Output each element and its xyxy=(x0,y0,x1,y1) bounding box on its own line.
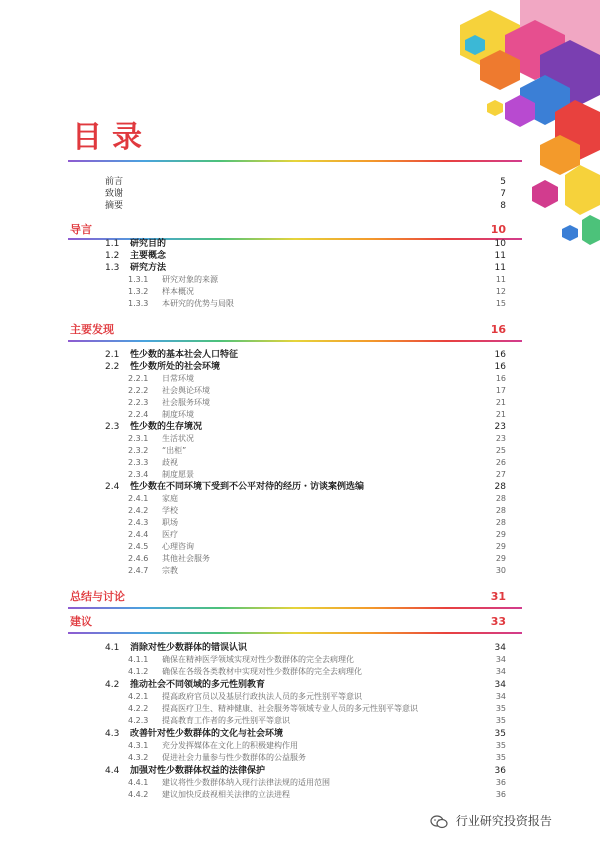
section-divider xyxy=(68,632,522,634)
toc-entry-page: 5 xyxy=(500,177,506,187)
toc-entry-number: 2.2.2 xyxy=(128,386,149,395)
toc-entry-page: 7 xyxy=(500,189,506,199)
toc-entry-number: 4.3.1 xyxy=(128,741,149,750)
toc-entry-label: 家庭 xyxy=(162,494,178,503)
toc-entry[interactable] xyxy=(0,421,600,433)
toc-entry-number: 4.2.3 xyxy=(128,716,149,725)
toc-section-label: 建议 xyxy=(70,615,92,628)
toc-entry-label: 制度愿景 xyxy=(162,470,194,479)
toc-entry-number: 2.3 xyxy=(105,422,120,432)
toc-entry-number: 2.2 xyxy=(105,362,120,372)
toc-entry-label: 制度环境 xyxy=(162,410,194,419)
toc-entry-page: 35 xyxy=(495,716,506,725)
toc-entry-label: 医疗 xyxy=(162,530,178,539)
toc-entry-page: 35 xyxy=(495,753,506,762)
toc-entry-page: 23 xyxy=(495,434,506,443)
toc-entry-label: 致谢 xyxy=(105,189,124,199)
toc-entry-label: 前言 xyxy=(105,177,124,187)
toc-entry-abstract[interactable] xyxy=(0,200,600,212)
toc-entry-label: 研究方法 xyxy=(130,263,167,273)
toc-entry-page: 27 xyxy=(495,470,506,479)
toc-entry[interactable] xyxy=(0,457,600,469)
toc-entry-number: 2.4 xyxy=(105,482,120,492)
page-title: 目录 xyxy=(72,120,152,155)
toc-entry[interactable] xyxy=(0,789,600,801)
toc-entry-number: 2.4.4 xyxy=(128,530,149,539)
toc-entry-label: 消除对性少数群体的错误认识 xyxy=(130,643,248,653)
toc-entry-label: 确保在精神医学领域实现对性少数群体的完全去病理化 xyxy=(162,655,354,664)
toc-entry-number: 2.4.5 xyxy=(128,542,149,551)
toc-entry-page: 16 xyxy=(494,350,506,360)
toc-entry-page: 35 xyxy=(495,741,506,750)
title-divider xyxy=(68,160,522,162)
toc-section-main-findings[interactable] xyxy=(0,322,600,338)
toc-entry-page: 23 xyxy=(494,422,506,432)
toc-entry-acknowledgements[interactable] xyxy=(0,188,600,200)
toc-entry-label: 样本概况 xyxy=(162,287,194,296)
toc-entry[interactable] xyxy=(0,250,600,262)
toc-entry-label: 社会舆论环境 xyxy=(162,386,210,395)
section-divider xyxy=(68,607,522,609)
toc-entry-number: 1.1 xyxy=(105,239,120,249)
toc-section-page: 31 xyxy=(490,590,506,603)
toc-entry-label: 建议将性少数群体纳入现行法律法规的适用范围 xyxy=(162,778,330,787)
toc-entry-page: 34 xyxy=(494,643,506,653)
toc-entry-number: 4.1.1 xyxy=(128,655,149,664)
toc-entry[interactable] xyxy=(0,469,600,481)
toc-entry-page: 25 xyxy=(495,446,506,455)
toc-entry[interactable] xyxy=(0,752,600,764)
toc-entry[interactable] xyxy=(0,385,600,397)
toc-entry-number: 4.2.1 xyxy=(128,692,149,701)
footer-text: 行业研究投资报告 xyxy=(455,814,552,828)
toc-entry-label: 研究目的 xyxy=(130,239,167,249)
toc-entry[interactable] xyxy=(0,373,600,385)
toc-section-introduction[interactable] xyxy=(0,222,600,238)
toc-entry-number: 4.4 xyxy=(105,766,120,776)
toc-entry-label: 其他社会服务 xyxy=(162,554,210,563)
toc-entry-number: 2.4.6 xyxy=(128,554,149,563)
toc-entry-number: 1.3.1 xyxy=(128,275,149,284)
toc-entry-label: 性少数的基本社会人口特征 xyxy=(130,350,239,360)
toc-entry-label: 建议加快反歧视相关法律的立法进程 xyxy=(162,790,290,799)
toc-entry[interactable] xyxy=(0,238,600,250)
toc-entry-label: 歧视 xyxy=(162,458,178,467)
toc-entry-number: 2.4.7 xyxy=(128,566,149,575)
wechat-icon xyxy=(430,815,448,829)
toc-entry-page: 16 xyxy=(495,374,506,383)
toc-entry-label: 加强对性少数群体权益的法律保护 xyxy=(130,766,266,776)
toc-entry-label: 研究对象的来源 xyxy=(162,275,218,284)
toc-entry-page: 10 xyxy=(494,239,506,249)
toc-entry-label: 性少数所处的社会环境 xyxy=(130,362,221,372)
toc-entry-label: 确保在各级各类教材中实现对性少数群体的完全去病理化 xyxy=(162,667,362,676)
toc-entry-number: 1.3.2 xyxy=(128,287,149,296)
toc-entry-number: 4.2.2 xyxy=(128,704,149,713)
toc-entry-label: 摘要 xyxy=(105,201,124,211)
toc-entry-number: 1.2 xyxy=(105,251,120,261)
toc-entry-number: 2.4.2 xyxy=(128,506,149,515)
toc-entry-number: 2.4.3 xyxy=(128,518,149,527)
toc-entry-page: 35 xyxy=(495,704,506,713)
toc-entry-number: 2.3.1 xyxy=(128,434,149,443)
toc-entry[interactable] xyxy=(0,679,600,691)
toc-entry-number: 1.3 xyxy=(105,263,120,273)
toc-entry[interactable] xyxy=(0,553,600,565)
toc-entry-label: 主要概念 xyxy=(130,251,167,261)
toc-entry-label: 性少数的生存境况 xyxy=(130,422,203,432)
decorative-hexagon-cluster xyxy=(370,0,600,260)
toc-entry-number: 4.1.2 xyxy=(128,667,149,676)
toc-section-label: 总结与讨论 xyxy=(70,590,125,603)
toc-entry-label: 推动社会不同领域的多元性别教育 xyxy=(130,680,266,690)
toc-entry-page: 34 xyxy=(494,680,506,690)
toc-entry-page: 11 xyxy=(494,251,506,261)
toc-entry-page: 11 xyxy=(495,275,506,284)
toc-entry[interactable] xyxy=(0,397,600,409)
toc-entry[interactable] xyxy=(0,505,600,517)
toc-entry-page: 29 xyxy=(495,542,506,551)
toc-entry-number: 2.2.3 xyxy=(128,398,149,407)
toc-entry-number: 1.3.3 xyxy=(128,299,149,308)
toc-entry-page: 34 xyxy=(495,655,506,664)
toc-entry-page: 12 xyxy=(495,287,506,296)
toc-entry-number: 4.3 xyxy=(105,729,120,739)
toc-section-summary[interactable] xyxy=(0,589,600,605)
toc-entry[interactable] xyxy=(0,654,600,666)
toc-entry[interactable] xyxy=(0,529,600,541)
toc-entry-page: 29 xyxy=(495,530,506,539)
toc-entry-label: 提高政府官员以及基层行政执法人员的多元性别平等意识 xyxy=(162,692,362,701)
toc-entry-label: 改善针对性少数群体的文化与社会环境 xyxy=(130,729,284,739)
toc-entry-label: 社会服务环境 xyxy=(162,398,210,407)
toc-entry-page: 11 xyxy=(494,263,506,273)
toc-entry[interactable] xyxy=(0,541,600,553)
toc-entry[interactable] xyxy=(0,286,600,298)
toc-entry-page: 34 xyxy=(495,667,506,676)
toc-section-recommendations[interactable] xyxy=(0,614,600,630)
toc-entry[interactable] xyxy=(0,740,600,752)
toc-entry-page: 17 xyxy=(495,386,506,395)
toc-entry-number: 2.2.4 xyxy=(128,410,149,419)
toc-entry-label: 性少数在不同环境下受到不公平对待的经历・访谈案例选编 xyxy=(130,482,365,492)
toc-entry-number: 4.4.1 xyxy=(128,778,149,787)
toc-entry-page: 15 xyxy=(495,299,506,308)
toc-entry[interactable] xyxy=(0,715,600,727)
toc-entry-page: 8 xyxy=(500,201,506,211)
toc-entry-label: 促进社会力量参与性少数群体的公益服务 xyxy=(162,753,306,762)
toc-section-label: 导言 xyxy=(70,223,92,236)
toc-section-label: 主要发现 xyxy=(70,323,114,336)
toc-entry-preface[interactable] xyxy=(0,176,600,188)
footer-watermark xyxy=(430,812,552,829)
toc-entry-page: 28 xyxy=(495,506,506,515)
toc-entry-label: “出柜” xyxy=(162,446,187,455)
toc-entry-label: 本研究的优势与局限 xyxy=(162,299,234,308)
toc-entry-page: 36 xyxy=(494,766,506,776)
toc-entry[interactable] xyxy=(0,703,600,715)
toc-entry[interactable] xyxy=(0,777,600,789)
toc-entry-label: 提高教育工作者的多元性别平等意识 xyxy=(162,716,290,725)
toc-entry[interactable] xyxy=(0,691,600,703)
toc-entry[interactable] xyxy=(0,349,600,361)
section-divider xyxy=(68,340,522,342)
toc-entry[interactable] xyxy=(0,481,600,493)
toc-entry[interactable] xyxy=(0,445,600,457)
toc-entry-number: 4.1 xyxy=(105,643,120,653)
toc-entry[interactable] xyxy=(0,433,600,445)
toc-entry[interactable] xyxy=(0,298,600,310)
toc-section-page: 16 xyxy=(490,323,506,336)
toc-entry-label: 职场 xyxy=(162,518,178,527)
toc-entry-label: 提高医疗卫生、精神健康、社会服务等领域专业人员的多元性别平等意识 xyxy=(162,704,418,713)
toc-entry-page: 29 xyxy=(495,554,506,563)
toc-entry-label: 学校 xyxy=(162,506,178,515)
toc-entry-page: 26 xyxy=(495,458,506,467)
toc-entry-page: 28 xyxy=(494,482,506,492)
toc-entry-number: 2.2.1 xyxy=(128,374,149,383)
toc-entry[interactable] xyxy=(0,517,600,529)
toc-entry[interactable] xyxy=(0,728,600,740)
toc-entry-label: 心理咨询 xyxy=(162,542,194,551)
toc-entry-page: 28 xyxy=(495,494,506,503)
toc-section-page: 10 xyxy=(490,223,506,236)
toc-entry-page: 34 xyxy=(495,692,506,701)
toc-entry-page: 36 xyxy=(495,790,506,799)
toc-entry[interactable] xyxy=(0,493,600,505)
toc-entry[interactable] xyxy=(0,642,600,654)
toc-entry[interactable] xyxy=(0,262,600,274)
toc-entry-page: 21 xyxy=(495,410,506,419)
toc-entry-page: 16 xyxy=(494,362,506,372)
toc-entry-number: 4.3.2 xyxy=(128,753,149,762)
toc-entry-page: 36 xyxy=(495,778,506,787)
toc-entry-label: 充分发挥媒体在文化上的积极建构作用 xyxy=(162,741,298,750)
toc-entry[interactable] xyxy=(0,765,600,777)
toc-entry[interactable] xyxy=(0,409,600,421)
toc-entry-label: 宗教 xyxy=(162,566,178,575)
toc-entry[interactable] xyxy=(0,666,600,678)
toc-entry-page: 35 xyxy=(494,729,506,739)
toc-entry-page: 21 xyxy=(495,398,506,407)
toc-entry-number: 4.2 xyxy=(105,680,120,690)
toc-entry-number: 2.3.4 xyxy=(128,470,149,479)
toc-entry-number: 2.4.1 xyxy=(128,494,149,503)
toc-entry-label: 生活状况 xyxy=(162,434,194,443)
toc-entry-number: 4.4.2 xyxy=(128,790,149,799)
toc-entry-label: 日常环境 xyxy=(162,374,194,383)
toc-entry-number: 2.3.2 xyxy=(128,446,149,455)
toc-entry-number: 2.3.3 xyxy=(128,458,149,467)
toc-entry[interactable] xyxy=(0,274,600,286)
toc-entry-number: 2.1 xyxy=(105,350,120,360)
toc-section-page: 33 xyxy=(490,615,506,628)
toc-entry-page: 28 xyxy=(495,518,506,527)
toc-entry[interactable] xyxy=(0,565,600,577)
toc-entry[interactable] xyxy=(0,361,600,373)
toc-entry-page: 30 xyxy=(495,566,506,575)
